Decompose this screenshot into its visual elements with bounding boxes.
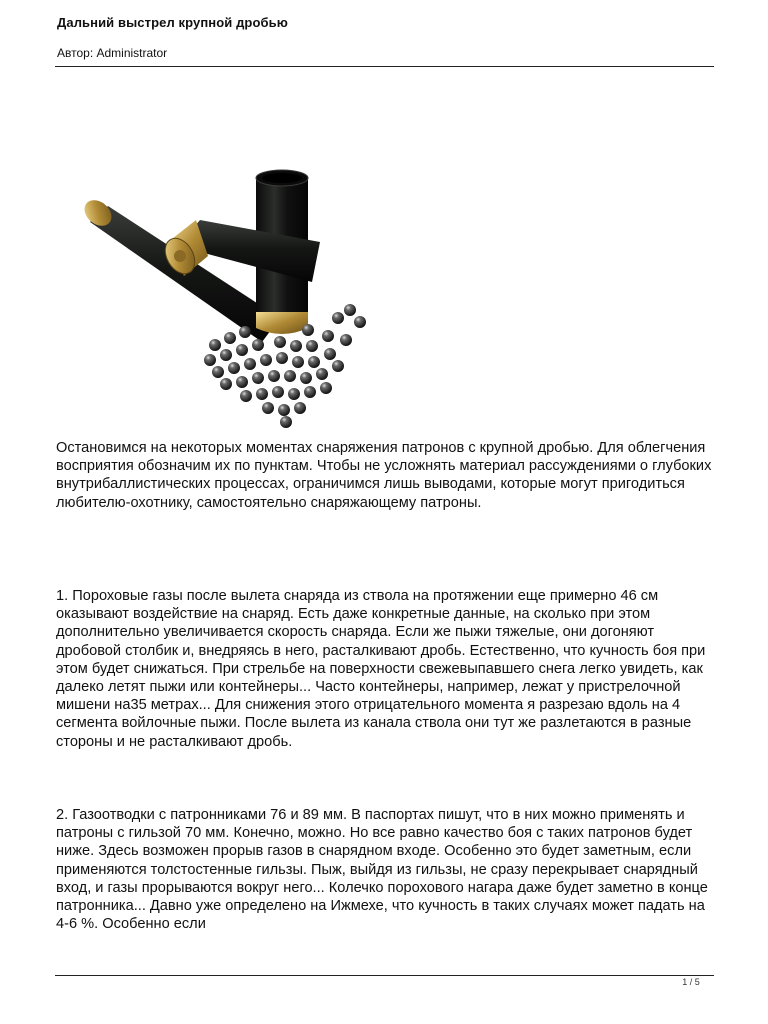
page-title: Дальний выстрел крупной дробью [57, 15, 288, 30]
shotgun-shells-photo [50, 150, 390, 440]
body-paragraph-point-1: 1. Пороховые газы после вылета снаряда из ствола на протяжении еще примерно 46 см оказывают воздействие на снаряд. Есть даже конкретные данные, на сколько при этом дополнительно увеличивается скорость снаряда. Если же пыжи тяжелые, они догоняют дробовой столбик и, внедряясь в него, расталкивают дробь. Естественно, что кучность боя при этом будет снижаться. При стрельбе на поверхности свежевыпавшего снега легко увидеть, как далеко летят пыжи или контейнеры... Часто контейнеры, например, лежат у пристрелочной мишени на35 метрах... Для снижения этого отрицательного момента я разрезаю вдоль на 4 сегмента войлочные пыжи. После вылета из канала ствола они тут же разлетаются в разные стороны и не расталкивают дробь. [56, 588, 706, 750]
body-paragraph-intro: Остановимся на некоторых моментах снаряжения патронов с крупной дробью. Для облегчения восприятия обозначим их по пунктам. Чтобы не усложнять материал рассуждениями о глубоких внутрибаллистических процессах, ограничимся лишь выводами, которые могут пригодиться любителю-охотнику, самостоятельно снаряжающему патроны. [56, 440, 712, 511]
author-line: Автор: Administrator [57, 46, 168, 60]
page-number: 1 / 5 [682, 977, 700, 987]
header-divider [55, 66, 714, 67]
body-paragraph-point-2: 2. Газоотводки с патронниками 76 и 89 мм. В паспортах пишут, что в них можно применять и патроны с гильзой 70 мм. Конечно, можно. Но все равно качество боя с таких патронов будет ниже. Здесь возможен прорыв газов в снарядном входе. Особенно это будет заметным, если применяются толстостенные гильзы. Пыж, выйдя из гильзы, не сразу перекрывает снарядный вход, и газы прорываются вокруг него... Колечко порохового нагара даже будет заметно в конце патронника... Давно уже определено на Ижмехе, что кучность в таких случаях может падать на 4-6 %. Особенно если [56, 807, 708, 933]
footer-divider [55, 975, 714, 976]
